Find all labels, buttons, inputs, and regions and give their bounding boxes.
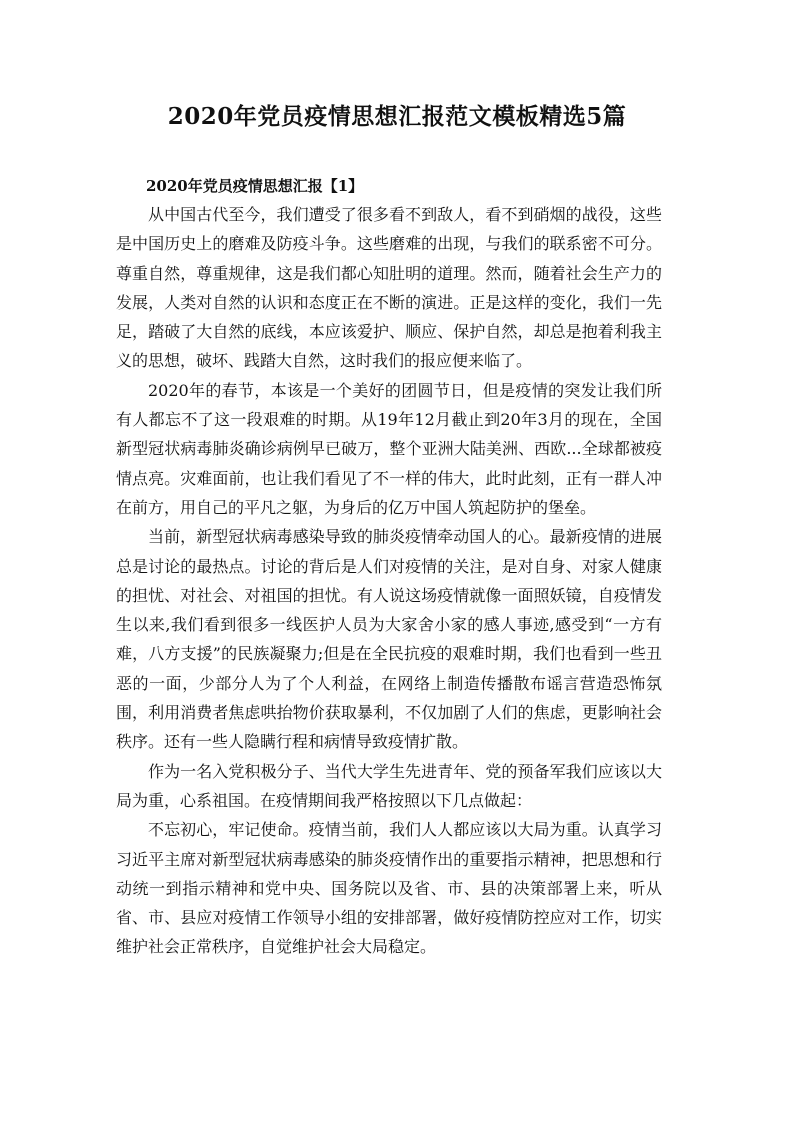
section-heading: 2020年党员疫情思想汇报【1】 <box>146 177 364 195</box>
paragraph-4: 作为一名入党积极分子、当代大学生先进青年、党的预备军我们应该以大局为重，心系祖国。在疫情期间我严格按照以下几点做起： <box>116 761 662 810</box>
paragraph-2: 2020年的春节，本该是一个美好的团圆节日，但是疫情的突发让我们所有人都忘不了这一段艰难的时期。从19年12月截止到20年3月的现在，全国新型冠状病毒肺炎确诊病例早已破万，整个亚洲大陆美洲、西欧...全球都被疫情点亮。灾难面前，也让我们看见了不一样的伟大，此时此刻，正有一群人冲在前方，用自己的平凡之躯，为身后的亿万中国人筑起防护的堡垒。 <box>116 380 662 517</box>
paragraph-1: 从中国古代至今，我们遭受了很多看不到敌人，看不到硝烟的战役，这些是中国历史上的磨难及防疫斗争。这些磨难的出现，与我们的联系密不可分。尊重自然，尊重规律，这是我们都心知肚明的道理。然而，随着社会生产力的发展，人类对自然的认识和态度正在不断的演进。正是这样的变化，我们一先足，踏破了大自然的底线，本应该爱护、顺应、保护自然，却总是抱着利我主义的思想，破坏、践踏大自然，这时我们的报应便来临了。 <box>116 205 662 371</box>
document-body <box>116 172 662 962</box>
paragraph-3: 当前，新型冠状病毒感染导致的肺炎疫情牵动国人的心。最新疫情的进展总是讨论的最热点。讨论的背后是人们对疫情的关注，是对自身、对家人健康的担忧、对社会、对祖国的担忧。有人说这场疫情就像一面照妖镜，自疫情发生以来,我们看到很多一线医护人员为大家舍小家的感人事迹,感受到“一方有难，八方支援”的民族凝聚力;但是在全民抗疫的艰难时期，我们也看到一些丑恶的一面，少部分人为了个人利益，在网络上制造传播散布谣言营造恐怖氛围，利用消费者焦虑哄抬物价获取暴利，不仅加剧了人们的焦虑，更影响社会秩序。还有一些人隐瞒行程和病情导致疫情扩散。 <box>116 527 662 752</box>
document-title: 2020年党员疫情思想汇报范文模板精选5篇 <box>167 103 627 130</box>
paragraph-5: 不忘初心，牢记使命。疫情当前，我们人人都应该以大局为重。认真学习习近平主席对新型冠状病毒感染的肺炎疫情作出的重要指示精神，把思想和行动统一到指示精神和党中央、国务院以及省、市、县的决策部署上来，听从省、市、县应对疫情工作领导小组的安排部署，做好疫情防控应对工作，切实维护社会正常秩序，自觉维护社会大局稳定。 <box>116 820 662 957</box>
